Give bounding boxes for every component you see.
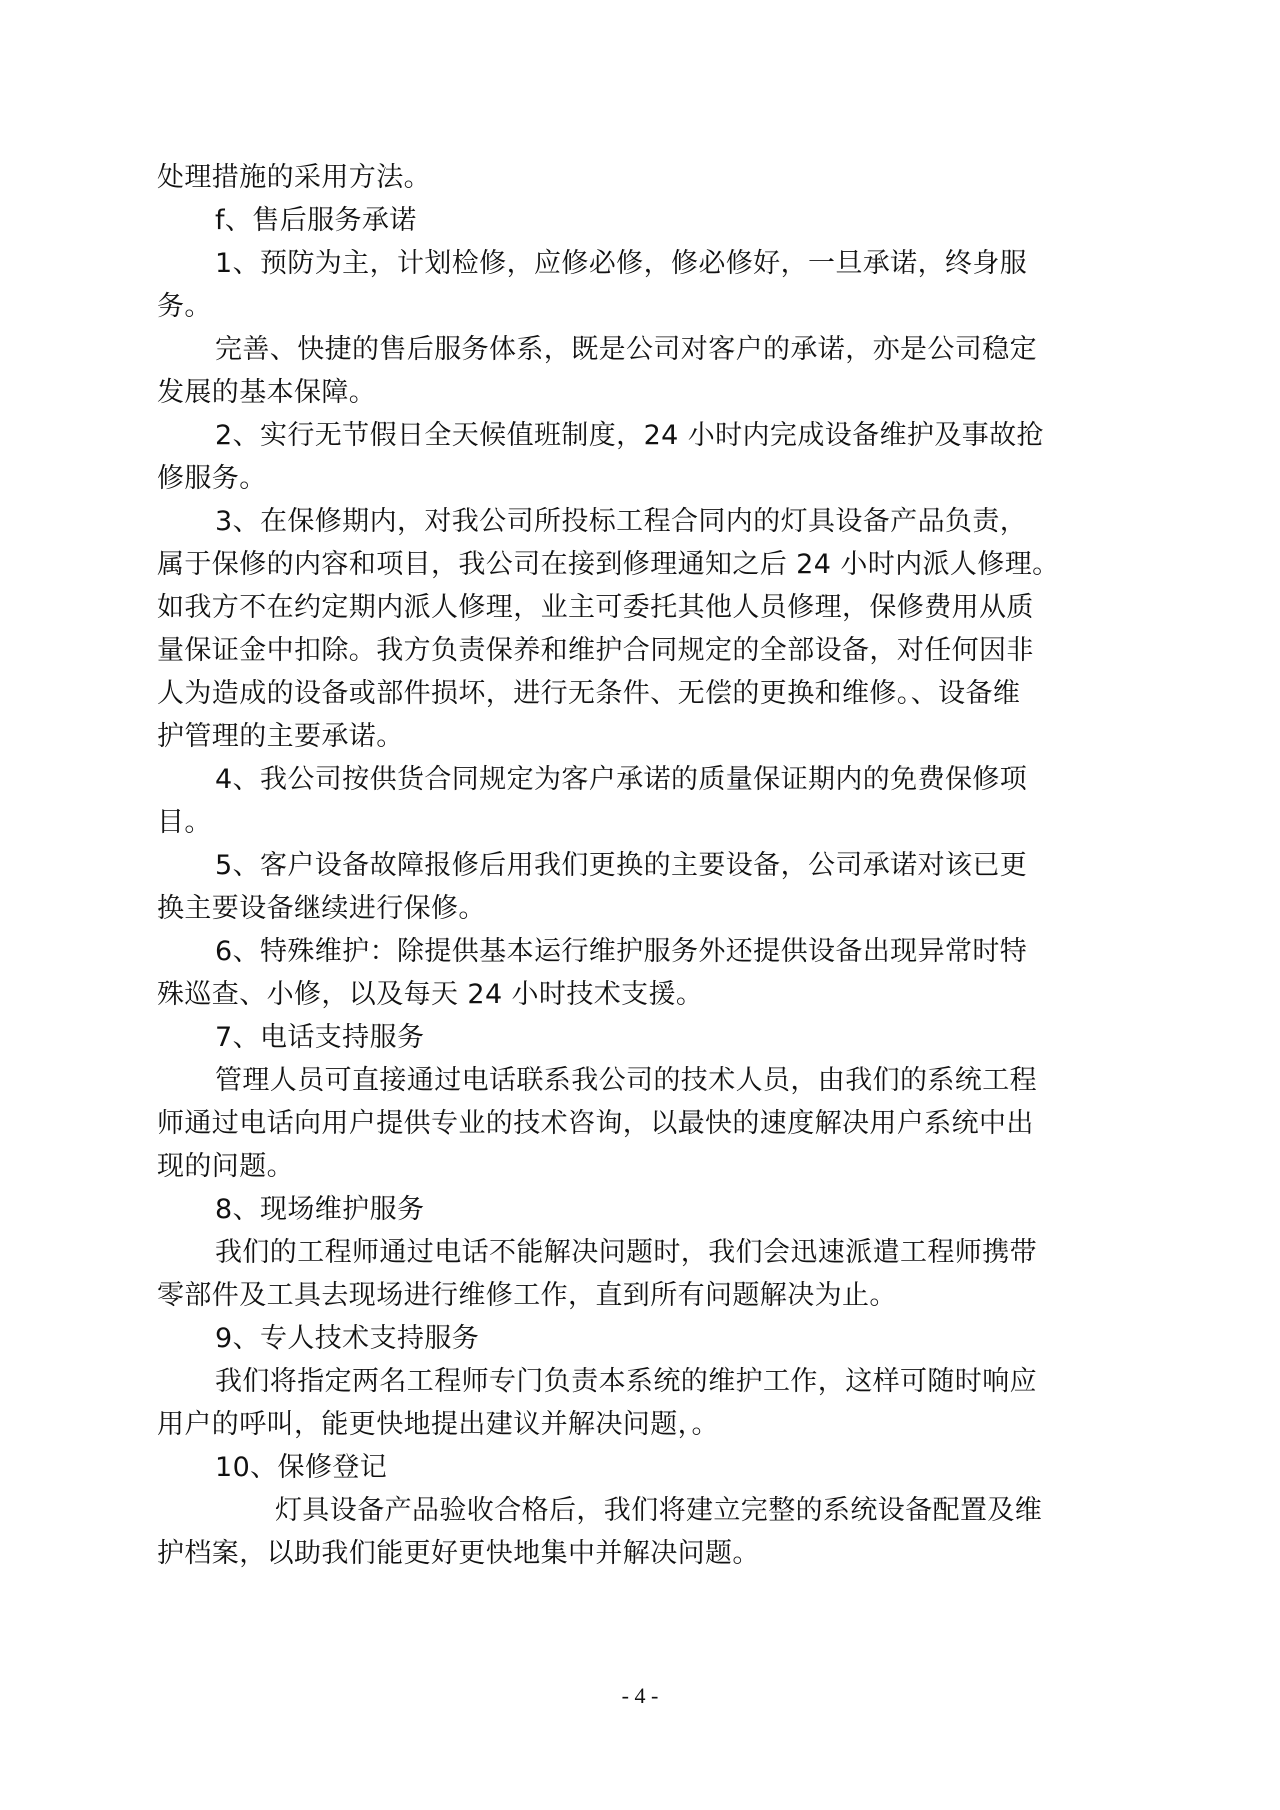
body-text [157, 156, 1129, 1575]
text-line: 殊巡查、小修，以及每天 24 小时技术支援。 [157, 979, 704, 1010]
text-line: 我们将指定两名工程师专门负责本系统的维护工作，这样可随时响应 [215, 1366, 1037, 1397]
text-line: 如我方不在约定期内派人修理，业主可委托其他人员修理，保修费用从质 [157, 592, 1034, 623]
text-line: 4、我公司按供货合同规定为客户承诺的质量保证期内的免费保修项 [215, 764, 1028, 795]
text-line: 用户的呼叫，能更快地提出建议并解决问题，。 [157, 1409, 719, 1440]
text-line: 零部件及工具去现场进行维修工作，直到所有问题解决为止。 [157, 1280, 897, 1311]
text-line: 完善、快捷的售后服务体系，既是公司对客户的承诺，亦是公司稳定 [215, 334, 1037, 365]
text-line: 5、客户设备故障报修后用我们更换的主要设备，公司承诺对该已更 [215, 850, 1028, 881]
text-line: 务。 [157, 291, 212, 322]
text-line: 护档案，以助我们能更好更快地集中并解决问题。 [157, 1538, 760, 1569]
text-line: 处理措施的采用方法。 [157, 162, 431, 193]
text-line: 目。 [157, 807, 212, 838]
text-line: 发展的基本保障。 [157, 377, 377, 408]
text-line: 修服务。 [157, 463, 267, 494]
text-line: 灯具设备产品验收合格后，我们将建立完整的系统设备配置及维 [275, 1495, 1043, 1526]
section-heading: f、售后服务承诺 [215, 205, 417, 236]
section-heading: 9、专人技术支持服务 [215, 1323, 480, 1354]
text-line: 量保证金中扣除。我方负责保养和维护合同规定的全部设备，对任何因非 [157, 635, 1034, 666]
section-heading: 8、现场维护服务 [215, 1194, 425, 1225]
text-line: 人为造成的设备或部件损坏，进行无条件、无偿的更换和维修。、设备维 [157, 678, 1021, 709]
text-line: 护管理的主要承诺。 [157, 721, 404, 752]
section-heading: 10、保修登记 [215, 1452, 388, 1483]
text-line: 我们的工程师通过电话不能解决问题时，我们会迅速派遣工程师携带 [215, 1237, 1037, 1268]
section-heading: 7、电话支持服务 [215, 1022, 425, 1053]
page-number: - 4 - [621, 1683, 659, 1708]
text-line: 1、预防为主，计划检修，应修必修，修必修好，一旦承诺，终身服 [215, 248, 1028, 279]
text-line: 6、特殊维护：除提供基本运行维护服务外还提供设备出现异常时特 [215, 936, 1028, 967]
text-line: 管理人员可直接通过电话联系我公司的技术人员，由我们的系统工程 [215, 1065, 1037, 1096]
text-line: 3、在保修期内，对我公司所投标工程合同内的灯具设备产品负责， [215, 506, 1028, 537]
text-line: 2、实行无节假日全天候值班制度，24 小时内完成设备维护及事故抢 [215, 420, 1044, 451]
text-line: 现的问题。 [157, 1151, 294, 1182]
text-line: 师通过电话向用户提供专业的技术咨询，以最快的速度解决用户系统中出 [157, 1108, 1034, 1139]
text-line: 属于保修的内容和项目，我公司在接到修理通知之后 24 小时内派人修理。 [157, 549, 1060, 580]
text-line: 换主要设备继续进行保修。 [157, 893, 486, 924]
